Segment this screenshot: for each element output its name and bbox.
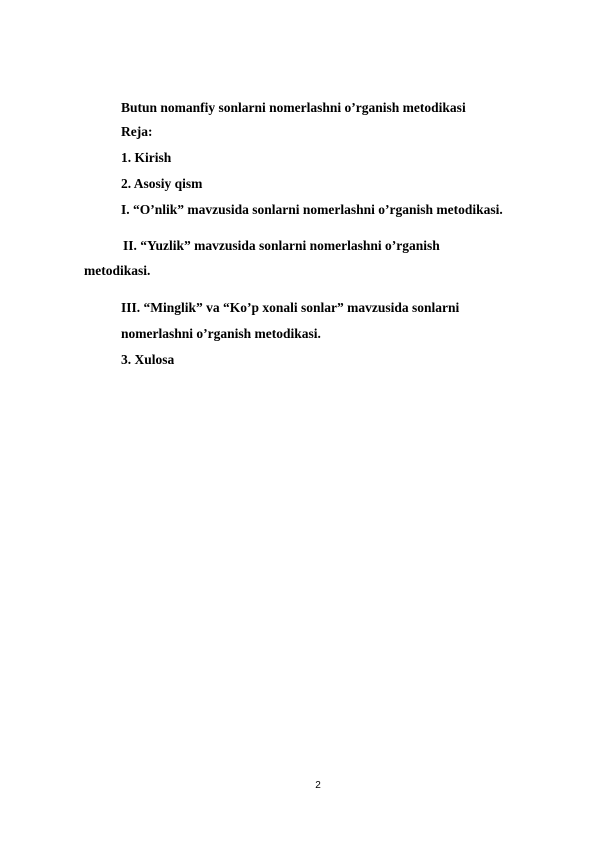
plan-subitem-minglik-continued: nomerlashni o’rganish metodikasi. <box>121 326 321 341</box>
plan-subitem-yuzlik-continued: metodikasi. <box>84 263 151 278</box>
document-title: Butun nomanfiy sonlarni nomerlashni o’rganish metodikasi <box>121 100 466 115</box>
plan-label: Reja: <box>121 124 153 139</box>
plan-subitem-onlik: I. “O’nlik” mavzusida sonlarni nomerlashni o’rganish metodikasi. <box>121 202 503 217</box>
page-number: 2 <box>315 780 321 791</box>
plan-item-main-part: 2. Asosiy qism <box>121 176 203 191</box>
plan-item-introduction: 1. Kirish <box>121 150 172 165</box>
plan-item-conclusion: 3. Xulosa <box>121 352 175 367</box>
plan-subitem-yuzlik: II. “Yuzlik” mavzusida sonlarni nomerlashni o’rganish <box>123 238 440 253</box>
plan-subitem-minglik: III. “Minglik” va “Ko’p xonali sonlar” mavzusida sonlarni <box>121 300 460 315</box>
